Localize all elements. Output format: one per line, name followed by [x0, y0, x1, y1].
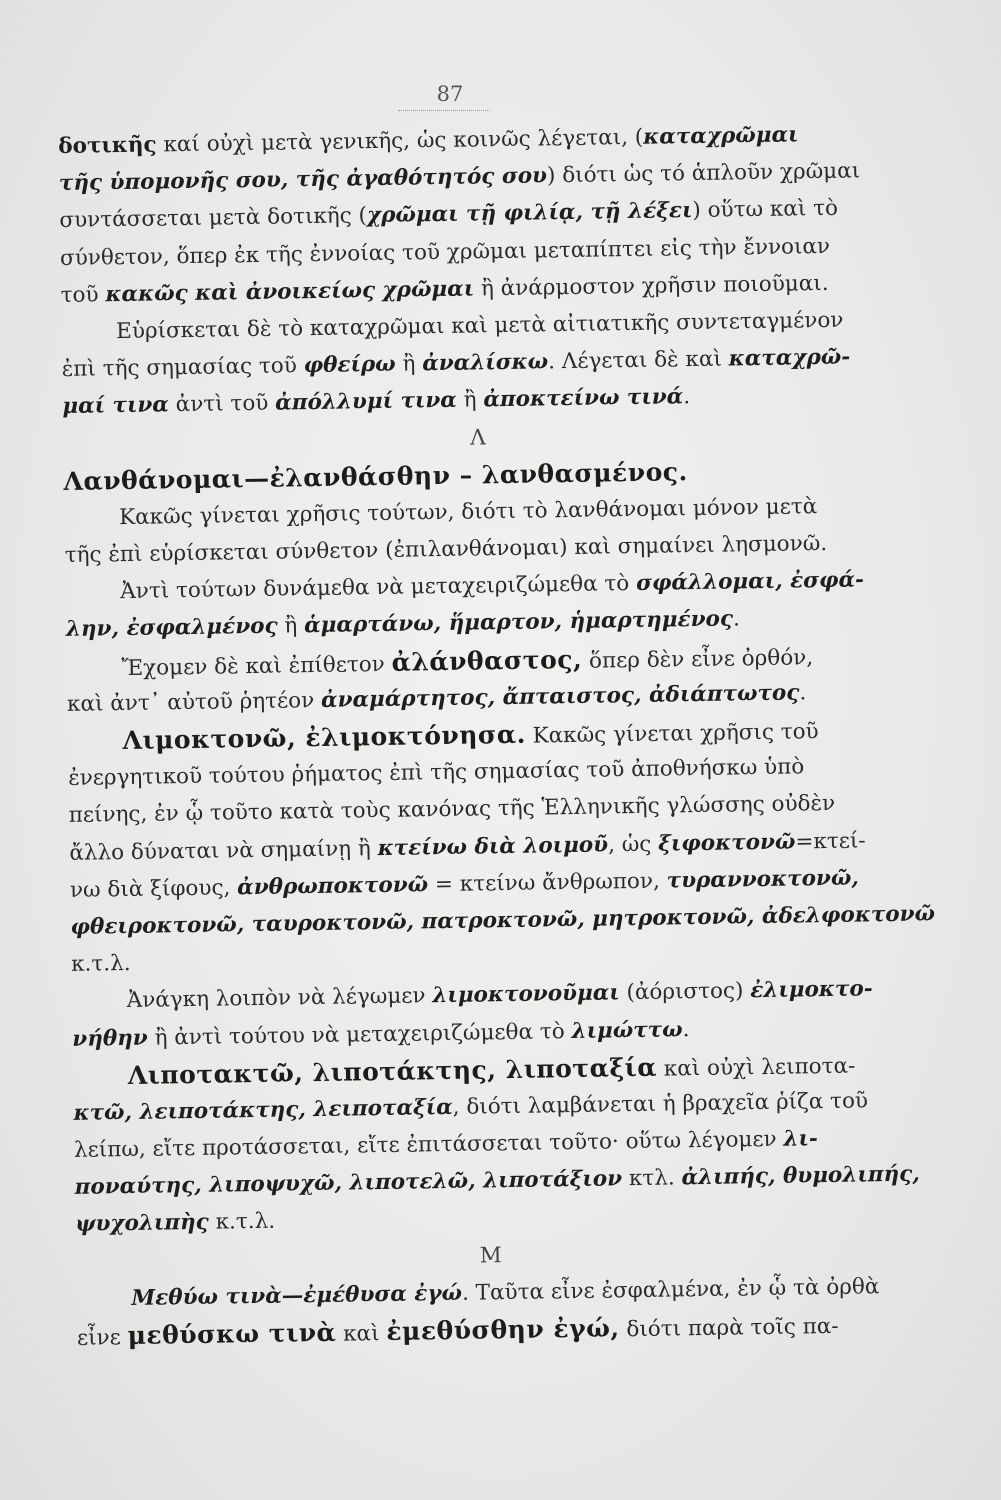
headword: ἀλάνθαστος,	[391, 644, 583, 677]
emphasis-text: φθείρω	[303, 351, 396, 379]
text-segment: καί οὐχὶ μετὰ γενικῆς, ὡς κοινῶς λέγεται, (	[156, 124, 644, 158]
emphasis-text: ἐλιμοκτο-	[750, 976, 873, 1004]
text-segment: Ἀντὶ τούτων δυνάμεθα νὰ μεταχειριζώμεθα τὸ	[120, 571, 637, 605]
text-segment: Ἀνάγκη λοιπὸν νὰ λέγωμεν	[126, 983, 433, 1014]
text-segment: νω διὰ ξίφους,	[69, 875, 238, 903]
text-segment: συντάσσεται μετὰ δοτικῆς (	[59, 203, 368, 234]
text-segment: ἢ ἀντὶ τούτου νὰ μεταχειριζώμεθα τὸ	[147, 1018, 572, 1051]
text-segment: Ἔχομεν δὲ καὶ ἐπίθετον	[121, 651, 392, 681]
emphasis-text: ποναύτης, λιποψυχῶ, λιποτελῶ, λιποτάξιον	[74, 1166, 623, 1201]
headword: μεθύσκω τινὰ	[127, 1317, 337, 1351]
text-segment: κ.τ.λ.	[70, 951, 131, 978]
emphasis-text: λιμοκτονοῦμαι	[432, 980, 620, 1009]
headword: ἐμεθύσθην ἐγώ,	[386, 1313, 620, 1346]
text-segment: ) οὕτω καὶ τὸ	[692, 196, 839, 224]
text-segment: Λ	[469, 424, 486, 451]
emphasis-text: κτῶ, λειποτάκτης, λειποταξία	[73, 1094, 453, 1126]
text-segment: . Λέγεται δὲ καὶ	[547, 346, 729, 375]
emphasis-text: δοτικῆς	[58, 132, 157, 159]
text-segment: ἀντὶ τοῦ	[168, 390, 276, 418]
text-segment: εἶνε	[76, 1325, 128, 1351]
page-number: 87	[436, 82, 464, 106]
text-segment: ἢ	[277, 613, 305, 640]
emphasis-text: καταχρῶ-	[728, 344, 851, 372]
emphasis-text: ἀλιπής, θυμολιπής,	[681, 1161, 920, 1191]
text-segment: ἐνεργητικοῦ τούτου ῥήματος ἐπὶ τῆς σημασίας τοῦ ἀποθνήσκω ὑπὸ	[68, 754, 805, 792]
text-segment: ἐπὶ τῆς σημασίας τοῦ	[61, 353, 304, 383]
text-segment: (ἀόριστος)	[619, 978, 751, 1006]
emphasis-text: ἀποκτείνω τινά	[483, 384, 684, 413]
text-segment: , ὡς	[607, 831, 659, 858]
text-segment: ἢ ἀνάρμοστον χρῆσιν ποιοῦμαι.	[473, 270, 829, 302]
emphasis-text: ἁμαρτάνω, ἥμαρτον, ἡμαρτημένος	[303, 606, 734, 639]
emphasis-text: λιμώττω	[571, 1016, 683, 1044]
text-segment: . Ταῦτα εἶνε ἐσφαλμένα, ἐν ᾧ τὰ ὀρθὰ	[461, 1274, 880, 1306]
headword: Λιμοκτονῶ, ἐλιμοκτόνησα.	[122, 719, 526, 756]
emphasis-text: ἀπόλλυμί τινα	[275, 388, 458, 416]
emphasis-text: ἀναλίσκω	[422, 349, 549, 377]
text-segment: καὶ οὐχὶ λειποτα-	[656, 1053, 856, 1082]
text-segment: Κακῶς γίνεται χρῆσις τούτων, διότι τὸ λανθάνομαι μόνον μετὰ	[118, 493, 818, 530]
emphasis-text: σφάλλομαι, ἐσφά-	[635, 567, 865, 597]
text-segment: ) διότι ὡς τό ἁπλοῦν χρῶμαι	[546, 158, 861, 189]
headword: Λανθάνομαι—ἐλανθάσθην – λανθασμένος.	[63, 456, 688, 496]
text-segment: Κακῶς γίνεται χρῆσις τοῦ	[525, 719, 819, 749]
page-number-rule	[398, 110, 490, 111]
emphasis-text: λην, ἐσφαλμένος	[65, 614, 278, 643]
emphasis-text: χρῶμαι τῇ φιλίᾳ, τῇ λέξει	[366, 198, 693, 229]
text-segment: ἢ	[395, 351, 423, 377]
emphasis-text: κτείνω διὰ λοιμοῦ	[377, 832, 609, 861]
text-segment: διότι παρὰ τοῖς πα-	[619, 1313, 839, 1343]
headword: Λιποτακτῶ, λιποτάκτης, λιποταξία	[127, 1052, 658, 1090]
text-segment: ὅπερ δὲν εἶνε ὀρθόν,	[582, 644, 814, 674]
text-segment: ἢ	[456, 387, 484, 414]
emphasis-text: ἀναμάρτητος, ἄπταιστος, ἀδιάπτωτος	[320, 680, 800, 713]
emphasis-text: τῆς ὑπομονῆς σου, τῆς ἀγαθότητός σου	[58, 163, 548, 197]
text-segment: σύνθετον, ὅπερ ἐκ τῆς ἐννοίας τοῦ χρῶμαι μεταπίπτει εἰς τὴν ἔννοιαν	[59, 233, 831, 271]
text-segment: κτλ.	[621, 1165, 682, 1192]
text-segment: κ.τ.λ.	[208, 1209, 276, 1236]
text-segment: καὶ	[336, 1320, 387, 1347]
text-segment: , διότι λαμβάνεται ἡ βραχεῖα ῥίζα τοῦ	[452, 1088, 869, 1120]
text-segment: ἄλλο δύναται νὰ σημαίνῃ ἢ	[69, 835, 378, 866]
text-segment: Εὑρίσκεται δὲ τὸ καταχρῶμαι καὶ μετὰ αἰτιατικῆς συντεταγμένον	[116, 307, 844, 345]
text-segment: .	[683, 384, 691, 410]
text-segment: .	[732, 606, 741, 632]
text-segment: τῆς ἐπὶ εὑρίσκεται σύνθετον (ἐπιλανθάνομαι) καὶ σημαίνει λησμονῶ.	[64, 531, 828, 569]
emphasis-text: μαί τινα	[62, 392, 170, 420]
emphasis-text: ψυχολιπὴς	[75, 1210, 209, 1238]
emphasis-text: φθειροκτονῶ, ταυροκτονῶ, πατροκτονῶ, μητροκτονῶ, ἀδελφοκτονῶ	[70, 901, 936, 940]
text-segment: = κτείνω ἄνθρωπον,	[427, 868, 667, 898]
emphasis-text: λι-	[783, 1126, 819, 1152]
body-text	[58, 115, 936, 1355]
emphasis-text: κακῶς καὶ ἀνοικείως χρῶμαι	[105, 276, 475, 308]
text-segment: Μ	[479, 1242, 502, 1269]
text-segment: τοῦ	[60, 282, 106, 308]
text-segment: .	[799, 680, 807, 706]
text-segment: =κτεί-	[795, 827, 866, 855]
text-segment: λείπω, εἴτε προτάσσεται, εἴτε ἐπιτάσσεται τοῦτο· οὕτω λέγομεν	[73, 1126, 784, 1163]
emphasis-text: ἀνθρωποκτονῶ	[236, 872, 429, 901]
emphasis-text: ξιφοκτονῶ	[657, 829, 796, 857]
text-segment: πείνης, ἐν ᾧ τοῦτο κατὰ τοὺς κανόνας τῆς Ἑλληνικῆς γλώσσης οὐδὲν	[68, 791, 836, 829]
emphasis-text: καταχρῶμαι	[643, 122, 799, 150]
emphasis-text: νήθην	[72, 1025, 148, 1052]
text-segment: καὶ ἀντ᾽ αὐτοῦ ῥητέον	[66, 687, 322, 717]
emphasis-text: τυραννοκτονῶ,	[666, 865, 860, 894]
text-segment: .	[682, 1016, 690, 1042]
emphasis-text: Μεθύω τινὰ—ἐμέθυσα ἐγώ	[131, 1280, 463, 1311]
